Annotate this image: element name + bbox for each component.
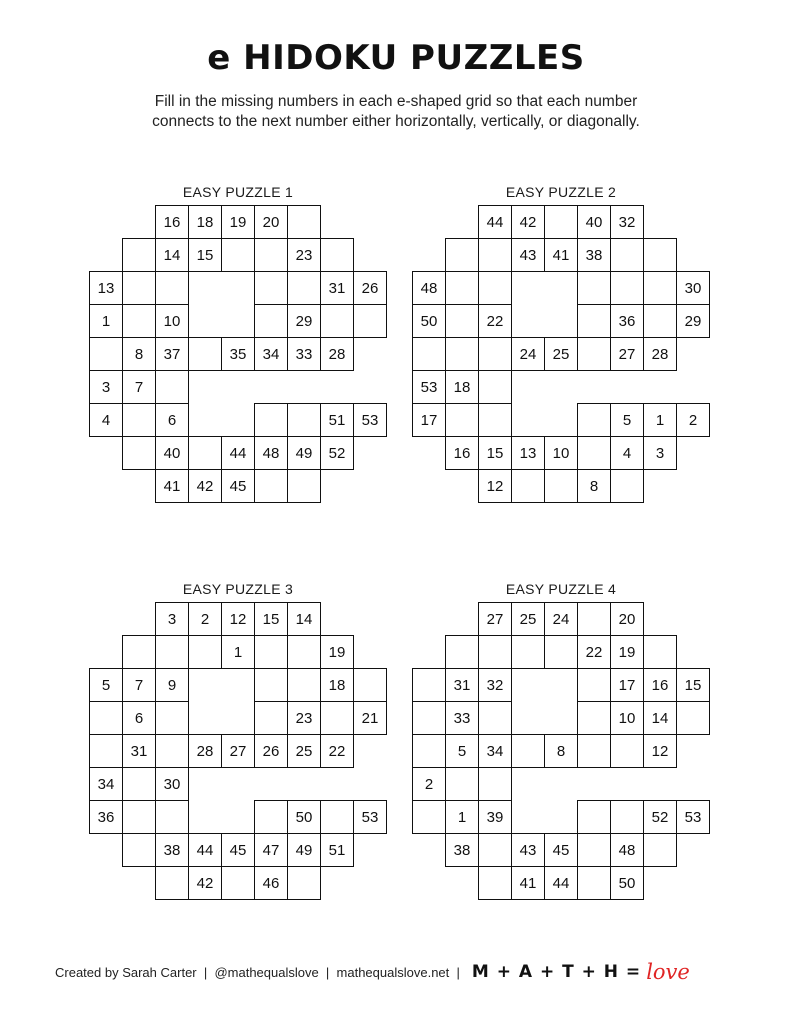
empty-cell[interactable] [577, 337, 611, 371]
empty-cell[interactable] [577, 833, 611, 867]
empty-cell[interactable] [676, 701, 710, 735]
empty-cell[interactable] [577, 866, 611, 900]
given-number-cell: 8 [122, 337, 156, 371]
given-number-cell: 2 [188, 602, 222, 636]
given-number-cell: 45 [221, 833, 255, 867]
given-number-cell: 27 [478, 602, 512, 636]
given-number-cell: 3 [155, 602, 189, 636]
given-number-cell: 15 [254, 602, 288, 636]
given-number-cell: 27 [610, 337, 644, 371]
empty-cell[interactable] [412, 800, 446, 834]
given-number-cell: 26 [254, 734, 288, 768]
given-number-cell: 34 [478, 734, 512, 768]
empty-cell[interactable] [254, 668, 288, 702]
empty-cell[interactable] [478, 337, 512, 371]
empty-cell[interactable] [320, 304, 354, 338]
empty-cell[interactable] [188, 436, 222, 470]
given-number-cell: 38 [445, 833, 479, 867]
empty-cell[interactable] [412, 668, 446, 702]
empty-cell[interactable] [577, 800, 611, 834]
given-number-cell: 6 [122, 701, 156, 735]
puzzle-grid [412, 205, 710, 502]
empty-cell[interactable] [89, 701, 123, 735]
empty-cell[interactable] [254, 635, 288, 669]
empty-cell[interactable] [254, 701, 288, 735]
given-number-cell: 52 [320, 436, 354, 470]
given-number-cell: 49 [287, 833, 321, 867]
empty-cell[interactable] [445, 304, 479, 338]
given-number-cell: 1 [89, 304, 123, 338]
empty-cell[interactable] [188, 635, 222, 669]
empty-cell[interactable] [122, 767, 156, 801]
empty-cell[interactable] [254, 469, 288, 503]
empty-cell[interactable] [511, 469, 545, 503]
given-number-cell: 19 [610, 635, 644, 669]
given-number-cell: 53 [353, 403, 387, 437]
given-number-cell: 35 [221, 337, 255, 371]
given-number-cell: 18 [188, 205, 222, 239]
given-number-cell: 43 [511, 833, 545, 867]
empty-cell[interactable] [478, 403, 512, 437]
footer [55, 957, 755, 987]
given-number-cell: 33 [287, 337, 321, 371]
given-number-cell: 14 [643, 701, 677, 735]
given-number-cell: 40 [577, 205, 611, 239]
given-number-cell: 45 [221, 469, 255, 503]
given-number-cell: 10 [544, 436, 578, 470]
empty-cell[interactable] [122, 238, 156, 272]
empty-cell[interactable] [643, 304, 677, 338]
empty-cell[interactable] [254, 800, 288, 834]
empty-cell[interactable] [412, 701, 446, 735]
given-number-cell: 2 [412, 767, 446, 801]
page-title: e HIDOKU PUZZLES [207, 38, 585, 78]
empty-cell[interactable] [155, 370, 189, 404]
empty-cell[interactable] [155, 800, 189, 834]
empty-cell[interactable] [445, 238, 479, 272]
empty-cell[interactable] [577, 271, 611, 305]
empty-cell[interactable] [122, 635, 156, 669]
empty-cell[interactable] [577, 436, 611, 470]
instructions-line-2: connects to the next number either horizontally, vertically, or diagonally. [152, 113, 640, 130]
given-number-cell: 18 [320, 668, 354, 702]
empty-cell[interactable] [254, 238, 288, 272]
given-number-cell: 25 [511, 602, 545, 636]
given-number-cell: 42 [188, 866, 222, 900]
empty-cell[interactable] [155, 866, 189, 900]
given-number-cell: 51 [320, 403, 354, 437]
empty-cell[interactable] [577, 304, 611, 338]
given-number-cell: 53 [676, 800, 710, 834]
given-number-cell: 43 [511, 238, 545, 272]
given-number-cell: 48 [254, 436, 288, 470]
empty-cell[interactable] [155, 734, 189, 768]
given-number-cell: 16 [445, 436, 479, 470]
given-number-cell: 39 [478, 800, 512, 834]
given-number-cell: 46 [254, 866, 288, 900]
empty-cell[interactable] [287, 205, 321, 239]
empty-cell[interactable] [478, 767, 512, 801]
empty-cell[interactable] [610, 734, 644, 768]
given-number-cell: 24 [544, 602, 578, 636]
given-number-cell: 50 [610, 866, 644, 900]
given-number-cell: 50 [412, 304, 446, 338]
empty-cell[interactable] [320, 701, 354, 735]
empty-cell[interactable] [478, 833, 512, 867]
given-number-cell: 12 [221, 602, 255, 636]
given-number-cell: 32 [610, 205, 644, 239]
given-number-cell: 29 [676, 304, 710, 338]
given-number-cell: 51 [320, 833, 354, 867]
given-number-cell: 23 [287, 238, 321, 272]
given-number-cell: 15 [188, 238, 222, 272]
empty-cell[interactable] [478, 238, 512, 272]
empty-cell[interactable] [155, 635, 189, 669]
given-number-cell: 14 [155, 238, 189, 272]
empty-cell[interactable] [445, 271, 479, 305]
empty-cell[interactable] [445, 337, 479, 371]
empty-cell[interactable] [544, 469, 578, 503]
given-number-cell: 48 [412, 271, 446, 305]
given-number-cell: 19 [320, 635, 354, 669]
empty-cell[interactable] [287, 635, 321, 669]
given-number-cell: 1 [445, 800, 479, 834]
empty-cell[interactable] [445, 767, 479, 801]
empty-cell[interactable] [155, 271, 189, 305]
empty-cell[interactable] [122, 304, 156, 338]
puzzle-title: EASY PUZZLE 1 [182, 184, 294, 200]
given-number-cell: 12 [478, 469, 512, 503]
empty-cell[interactable] [610, 800, 644, 834]
empty-cell[interactable] [445, 403, 479, 437]
given-number-cell: 8 [544, 734, 578, 768]
given-number-cell: 32 [478, 668, 512, 702]
empty-cell[interactable] [412, 337, 446, 371]
given-number-cell: 4 [610, 436, 644, 470]
given-number-cell: 44 [188, 833, 222, 867]
given-number-cell: 25 [544, 337, 578, 371]
given-number-cell: 50 [287, 800, 321, 834]
given-number-cell: 3 [643, 436, 677, 470]
given-number-cell: 31 [320, 271, 354, 305]
empty-cell[interactable] [287, 866, 321, 900]
empty-cell[interactable] [89, 734, 123, 768]
given-number-cell: 45 [544, 833, 578, 867]
given-number-cell: 28 [643, 337, 677, 371]
given-number-cell: 44 [478, 205, 512, 239]
given-number-cell: 6 [155, 403, 189, 437]
empty-cell[interactable] [254, 304, 288, 338]
given-number-cell: 4 [89, 403, 123, 437]
puzzle-grid [412, 602, 710, 899]
given-number-cell: 7 [122, 370, 156, 404]
given-number-cell: 20 [610, 602, 644, 636]
given-number-cell: 28 [320, 337, 354, 371]
empty-cell[interactable] [122, 403, 156, 437]
empty-cell[interactable] [287, 403, 321, 437]
love-logo: love [646, 960, 690, 984]
given-number-cell: 31 [445, 668, 479, 702]
given-number-cell: 41 [544, 238, 578, 272]
given-number-cell: 7 [122, 668, 156, 702]
empty-cell[interactable] [643, 238, 677, 272]
empty-cell[interactable] [445, 635, 479, 669]
instructions [96, 92, 696, 132]
given-number-cell: 12 [643, 734, 677, 768]
given-number-cell: 17 [412, 403, 446, 437]
given-number-cell: 24 [511, 337, 545, 371]
given-number-cell: 38 [577, 238, 611, 272]
given-number-cell: 10 [610, 701, 644, 735]
given-number-cell: 53 [412, 370, 446, 404]
given-number-cell: 5 [89, 668, 123, 702]
empty-cell[interactable] [577, 734, 611, 768]
given-number-cell: 1 [221, 635, 255, 669]
empty-cell[interactable] [577, 403, 611, 437]
empty-cell[interactable] [478, 370, 512, 404]
empty-cell[interactable] [254, 403, 288, 437]
empty-cell[interactable] [287, 668, 321, 702]
given-number-cell: 30 [155, 767, 189, 801]
puzzle-grid [89, 602, 387, 899]
given-number-cell: 41 [155, 469, 189, 503]
given-number-cell: 2 [676, 403, 710, 437]
given-number-cell: 37 [155, 337, 189, 371]
empty-cell[interactable] [643, 635, 677, 669]
empty-cell[interactable] [478, 271, 512, 305]
given-number-cell: 5 [610, 403, 644, 437]
given-number-cell: 28 [188, 734, 222, 768]
given-number-cell: 30 [676, 271, 710, 305]
given-number-cell: 13 [89, 271, 123, 305]
empty-cell[interactable] [643, 833, 677, 867]
empty-cell[interactable] [320, 800, 354, 834]
empty-cell[interactable] [412, 734, 446, 768]
given-number-cell: 52 [643, 800, 677, 834]
given-number-cell: 17 [610, 668, 644, 702]
given-number-cell: 21 [353, 701, 387, 735]
empty-cell[interactable] [89, 337, 123, 371]
given-number-cell: 31 [122, 734, 156, 768]
empty-cell[interactable] [643, 271, 677, 305]
empty-cell[interactable] [610, 271, 644, 305]
empty-cell[interactable] [577, 701, 611, 735]
given-number-cell: 15 [478, 436, 512, 470]
given-number-cell: 22 [320, 734, 354, 768]
given-number-cell: 9 [155, 668, 189, 702]
empty-cell[interactable] [122, 436, 156, 470]
empty-cell[interactable] [155, 701, 189, 735]
given-number-cell: 16 [155, 205, 189, 239]
given-number-cell: 47 [254, 833, 288, 867]
footer-credit: Created by Sarah Carter | @mathequalslove | mathequalslove.net | [55, 964, 460, 980]
empty-cell[interactable] [544, 635, 578, 669]
given-number-cell: 10 [155, 304, 189, 338]
given-number-cell: 22 [577, 635, 611, 669]
empty-cell[interactable] [254, 271, 288, 305]
empty-cell[interactable] [353, 304, 387, 338]
puzzle-grid [89, 205, 387, 502]
empty-cell[interactable] [478, 701, 512, 735]
empty-cell[interactable] [122, 833, 156, 867]
empty-cell[interactable] [478, 635, 512, 669]
given-number-cell: 20 [254, 205, 288, 239]
brand-logo: M + A + T + H = [471, 962, 642, 982]
empty-cell[interactable] [511, 635, 545, 669]
given-number-cell: 16 [643, 668, 677, 702]
given-number-cell: 33 [445, 701, 479, 735]
given-number-cell: 1 [643, 403, 677, 437]
given-number-cell: 44 [221, 436, 255, 470]
given-number-cell: 38 [155, 833, 189, 867]
given-number-cell: 44 [544, 866, 578, 900]
given-number-cell: 8 [577, 469, 611, 503]
empty-cell[interactable] [577, 602, 611, 636]
given-number-cell: 48 [610, 833, 644, 867]
given-number-cell: 3 [89, 370, 123, 404]
empty-cell[interactable] [221, 866, 255, 900]
given-number-cell: 40 [155, 436, 189, 470]
given-number-cell: 13 [511, 436, 545, 470]
empty-cell[interactable] [122, 800, 156, 834]
given-number-cell: 42 [188, 469, 222, 503]
empty-cell[interactable] [188, 337, 222, 371]
given-number-cell: 27 [221, 734, 255, 768]
given-number-cell: 23 [287, 701, 321, 735]
empty-cell[interactable] [511, 734, 545, 768]
given-number-cell: 53 [353, 800, 387, 834]
given-number-cell: 42 [511, 205, 545, 239]
given-number-cell: 22 [478, 304, 512, 338]
given-number-cell: 49 [287, 436, 321, 470]
given-number-cell: 18 [445, 370, 479, 404]
given-number-cell: 41 [511, 866, 545, 900]
given-number-cell: 36 [89, 800, 123, 834]
given-number-cell: 5 [445, 734, 479, 768]
given-number-cell: 14 [287, 602, 321, 636]
empty-cell[interactable] [320, 238, 354, 272]
empty-cell[interactable] [353, 668, 387, 702]
instructions-line-1: Fill in the missing numbers in each e-shaped grid so that each number [154, 93, 638, 110]
puzzle-title: EASY PUZZLE 4 [505, 581, 617, 597]
empty-cell[interactable] [221, 238, 255, 272]
empty-cell[interactable] [287, 469, 321, 503]
given-number-cell: 25 [287, 734, 321, 768]
empty-cell[interactable] [544, 205, 578, 239]
given-number-cell: 15 [676, 668, 710, 702]
empty-cell[interactable] [610, 469, 644, 503]
given-number-cell: 29 [287, 304, 321, 338]
empty-cell[interactable] [478, 866, 512, 900]
given-number-cell: 19 [221, 205, 255, 239]
empty-cell[interactable] [122, 271, 156, 305]
empty-cell[interactable] [577, 668, 611, 702]
given-number-cell: 34 [254, 337, 288, 371]
puzzle-title: EASY PUZZLE 2 [505, 184, 617, 200]
puzzle-title: EASY PUZZLE 3 [182, 581, 294, 597]
given-number-cell: 34 [89, 767, 123, 801]
empty-cell[interactable] [610, 238, 644, 272]
given-number-cell: 36 [610, 304, 644, 338]
empty-cell[interactable] [287, 271, 321, 305]
given-number-cell: 26 [353, 271, 387, 305]
